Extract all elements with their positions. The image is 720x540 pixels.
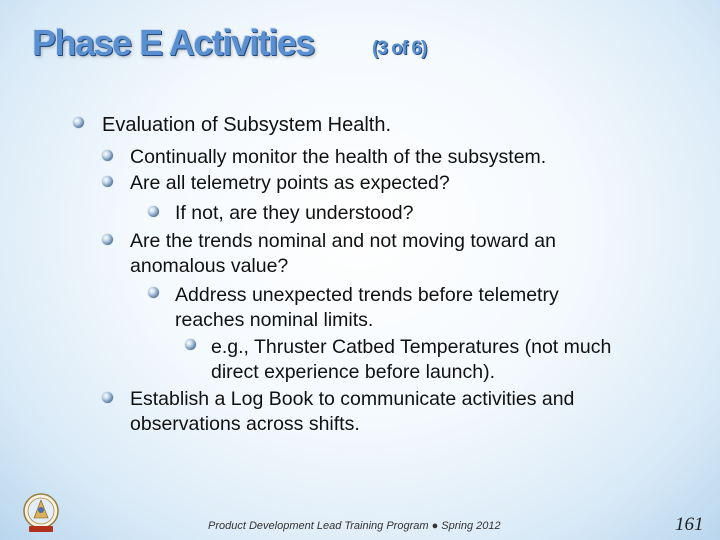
bullet-l2-line2: observations across shifts.: [130, 413, 360, 435]
bullet-l3-line1: Address unexpected trends before telemetry: [175, 284, 559, 306]
bullet-l2-line1: Are the trends nominal and not moving toward an: [130, 230, 557, 252]
slide-title: Phase E Activities: [32, 22, 314, 63]
bullet-sphere-icon: [148, 287, 159, 298]
bullet-sphere-icon: [102, 392, 113, 403]
bullet-l4-line1: e.g., Thruster Catbed Temperatures (not much: [211, 336, 612, 358]
page-number: 161: [675, 514, 704, 535]
bullet-sphere-icon: [73, 117, 84, 128]
bullet-l2-line1: Establish a Log Book to communicate activities and: [130, 388, 575, 410]
bullet-sphere-icon: [102, 150, 113, 161]
bullet-l3: If not, are they understood?: [175, 202, 414, 224]
slide-subtitle: (3 of 6): [372, 38, 427, 59]
bullet-l2: Continually monitor the health of the subsystem.: [130, 146, 547, 168]
bullet-sphere-icon: [148, 206, 159, 217]
bullet-sphere-icon: [102, 176, 113, 187]
program-seal-icon: [12, 492, 70, 534]
bullet-sphere-icon: [185, 339, 196, 350]
bullet-l2-line2: anomalous value?: [130, 255, 289, 277]
bullet-l4-line2: direct experience before launch).: [211, 361, 495, 383]
bullet-sphere-icon: [102, 234, 113, 245]
bullet-l1: Evaluation of Subsystem Health.: [102, 114, 392, 136]
bullet-l2: Are all telemetry points as expected?: [130, 172, 450, 194]
footer-text: Product Development Lead Training Program ● Spring 2012: [208, 520, 501, 532]
bullet-l3-line2: reaches nominal limits.: [175, 309, 374, 331]
